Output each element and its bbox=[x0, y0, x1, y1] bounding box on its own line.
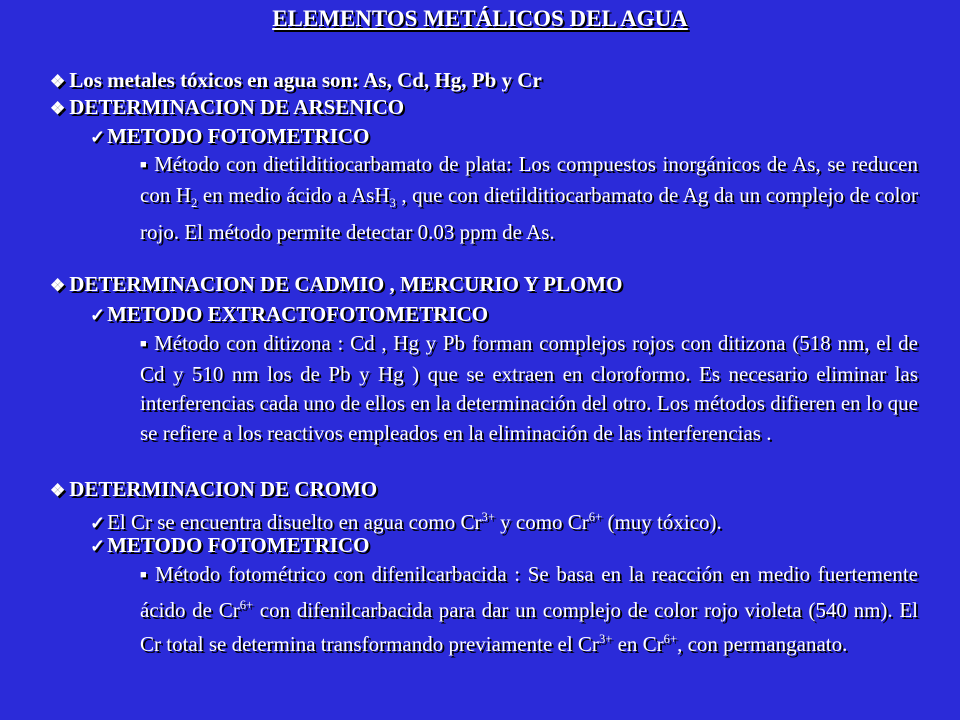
superscript: 6+ bbox=[663, 632, 678, 646]
subscript: 3 bbox=[389, 195, 396, 210]
checkmark-bullet-icon: ✓ bbox=[90, 536, 106, 556]
paragraph-arsenic bbox=[140, 150, 918, 248]
subscript: 2 bbox=[191, 195, 198, 210]
paragraph-chromium bbox=[140, 560, 918, 660]
paragraph-chromium-part: en Cr bbox=[612, 632, 664, 656]
checkmark-bullet-icon: ✓ bbox=[90, 127, 106, 147]
method-extractophotometric-text: METODO EXTRACTOFOTOMETRICO bbox=[107, 302, 489, 326]
heading-arsenic bbox=[50, 93, 404, 123]
method-arsenic-text: METODO FOTOMETRICO bbox=[107, 124, 370, 148]
heading-chromium bbox=[50, 475, 377, 505]
chromium-forms-part: y como Cr bbox=[494, 510, 589, 534]
superscript: 3+ bbox=[481, 510, 495, 524]
diamond-bullet-icon: ❖ bbox=[50, 99, 66, 118]
paragraph-chromium-part: con difenilcarbacida para dar un complejo de color rojo violeta (540 nm). El Cr total se determina transformando previamente el Cr bbox=[140, 597, 919, 656]
diamond-bullet-icon: ❖ bbox=[50, 276, 66, 295]
heading-arsenic-text: DETERMINACION DE ARSENICO bbox=[69, 95, 405, 119]
heading-cadmium-mercury-lead bbox=[50, 270, 622, 300]
paragraph-arsenic-part: Método con dietilditiocarbamato de plata: Los compuestos inorgánicos de As, se reducen con H bbox=[140, 152, 918, 207]
method-chromium-text: METODO FOTOMETRICO bbox=[107, 533, 370, 557]
diamond-bullet-icon: ❖ bbox=[50, 481, 66, 500]
superscript: 6+ bbox=[588, 510, 603, 524]
bullet-toxic-metals bbox=[50, 66, 542, 96]
square-bullet-icon: ■ bbox=[140, 338, 149, 350]
paragraph-dithizone-text: Método con ditizona : Cd , Hg y Pb forman complejos rojos con ditizona (518 nm, el de Cd y 510 nm los de Pb y Hg ) que se extraen en cloroformo. Es necesario eliminar las interferencias cada uno de ellos en la determinación del otro. Los métodos difieren en lo que se refiere a los reactivos empleados en la eliminación de las interferencias . bbox=[140, 331, 918, 445]
heading-chromium-text: DETERMINACION DE CROMO bbox=[69, 477, 378, 501]
checkmark-bullet-icon: ✓ bbox=[90, 305, 106, 325]
square-bullet-icon: ■ bbox=[140, 159, 149, 171]
superscript: 3+ bbox=[598, 632, 613, 646]
toxic-metals-text: Los metales tóxicos en agua son: As, Cd, Hg, Pb y Cr bbox=[69, 68, 542, 92]
paragraph-arsenic-part: en medio ácido a AsH bbox=[197, 182, 390, 207]
paragraph-chromium-part: Método fotométrico con difenilcarbacida : Se basa en la reacción en medio fuertemente ácido de Cr bbox=[140, 562, 918, 622]
superscript: 6+ bbox=[239, 597, 254, 612]
method-chromium bbox=[90, 531, 369, 561]
chromium-forms-part: El Cr se encuentra disuelto en agua como Cr bbox=[107, 510, 482, 534]
checkmark-bullet-icon: ✓ bbox=[90, 513, 106, 533]
paragraph-arsenic-part: , que con dietilditiocarbamato de Ag da un complejo de color rojo. El método permite detectar 0.03 ppm de As. bbox=[140, 182, 918, 245]
paragraph-dithizone bbox=[140, 329, 918, 448]
method-extractophotometric bbox=[90, 300, 488, 330]
paragraph-chromium-part: , con permanganato. bbox=[677, 632, 848, 656]
heading-cadmium-text: DETERMINACION DE CADMIO , MERCURIO Y PLOMO bbox=[69, 272, 623, 296]
diamond-bullet-icon: ❖ bbox=[50, 72, 66, 91]
slide-title: ELEMENTOS METÁLICOS DEL AGUA bbox=[272, 6, 688, 31]
method-arsenic bbox=[90, 122, 369, 152]
square-bullet-icon: ■ bbox=[140, 569, 150, 581]
chromium-forms-part: (muy tóxico). bbox=[602, 510, 722, 534]
